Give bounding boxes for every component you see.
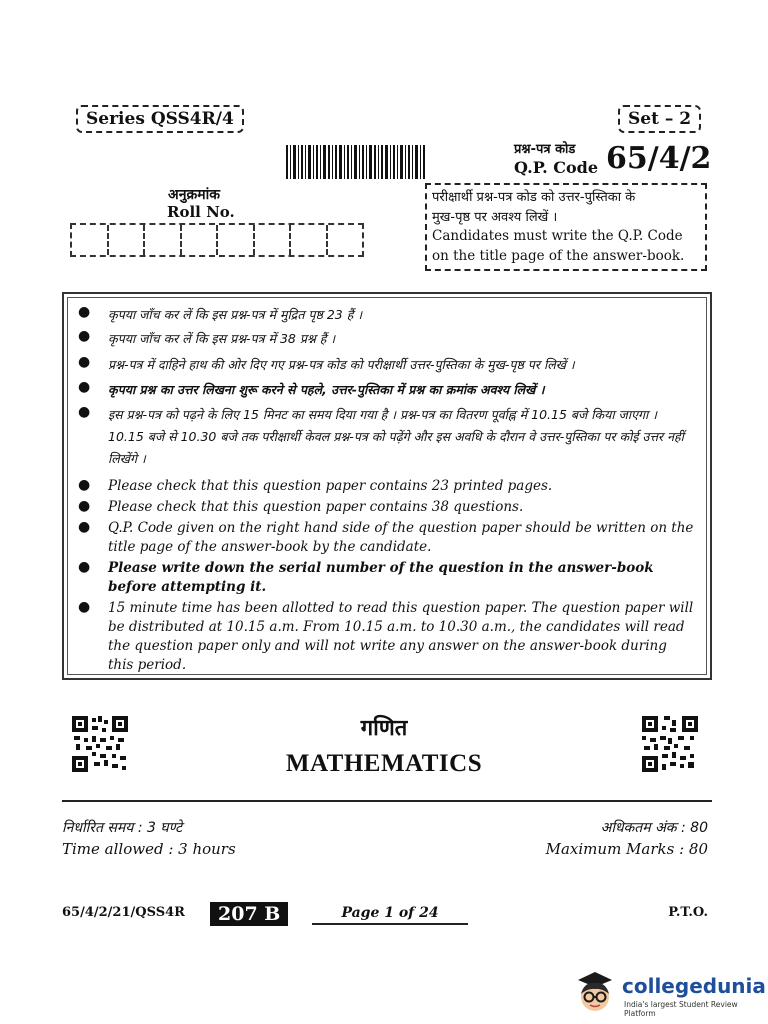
qp-code-label: Q.P. Code <box>514 158 599 177</box>
bullet-icon: ● <box>78 559 91 575</box>
set-label: Set – 2 <box>618 105 701 133</box>
instructions-panel <box>62 292 712 680</box>
paper-badge: 207 B <box>210 902 288 926</box>
roll-number-boxes <box>70 223 364 257</box>
bullet-icon: ● <box>78 404 91 420</box>
qp-code-label-hindi: प्रश्न-पत्र कोड <box>514 142 576 157</box>
bullet-icon: ● <box>78 599 91 615</box>
roll-number-cell <box>218 225 255 255</box>
qp-code-instruction-box <box>425 183 707 271</box>
instruction-text-english: Please write down the serial number of the question in the answer-book before attempting it. <box>108 560 654 595</box>
page-number-underline <box>312 923 468 925</box>
collegedunia-tagline: India's largest Student Review Platform <box>624 1000 738 1018</box>
time-allowed: Time allowed : 3 hours <box>62 840 236 858</box>
collegedunia-wordmark: collegedunia <box>622 974 766 998</box>
bullet-icon: ● <box>78 379 91 395</box>
bullet-icon: ● <box>78 519 91 535</box>
qp-instruction-en-line-2: on the title page of the answer-book. <box>432 247 685 264</box>
bullet-icon: ● <box>78 498 91 514</box>
roll-number-cell <box>328 225 363 255</box>
pto-label: P.T.O. <box>668 905 708 920</box>
roll-number-cell <box>255 225 292 255</box>
collegedunia-mascot-icon <box>572 968 618 1018</box>
bullet-icon: ● <box>78 354 91 370</box>
instruction-text-hindi: कृपया जाँच कर लें कि इस प्रश्न-पत्र में मुद्रित पृष्ठ 23 हैं । <box>108 307 363 322</box>
roll-number-cell <box>291 225 328 255</box>
instruction-text-hindi: प्रश्न-पत्र में दाहिने हाथ की ओर दिए गए प्रश्न-पत्र कोड को परीक्षार्थी उत्तर-पुस्तिका के मुख-पृष्ठ पर लिखें । <box>108 357 575 372</box>
barcode-icon <box>286 145 426 179</box>
maximum-marks: Maximum Marks : 80 <box>545 840 708 858</box>
qp-instruction-hindi-line-2: मुख-पृष्ठ पर अवश्य लिखें । <box>432 209 558 225</box>
divider <box>62 800 712 802</box>
roll-number-cell <box>72 225 109 255</box>
qp-code-value: 65/4/2 <box>606 141 712 176</box>
time-allowed-hindi: निर्धारित समय : 3 घण्टे <box>62 820 183 836</box>
series-label: Series QSS4R/4 <box>76 105 244 133</box>
roll-number-cell <box>182 225 219 255</box>
instruction-text-english: Please check that this question paper contains 38 questions. <box>108 499 524 515</box>
subject-title-hindi: गणित <box>360 716 408 741</box>
subject-title: MATHEMATICS <box>285 750 483 777</box>
bullet-icon: ● <box>78 477 91 493</box>
page-number: Page 1 of 24 <box>341 905 439 921</box>
qp-instruction-hindi-line-1: परीक्षार्थी प्रश्न-पत्र कोड को उत्तर-पुस्तिका के <box>432 190 636 205</box>
roll-number-label: Roll No. <box>167 203 235 221</box>
roll-number-cell <box>109 225 146 255</box>
collegedunia-logo <box>572 968 766 1020</box>
instruction-text-english: Please check that this question paper contains 23 printed pages. <box>108 478 553 494</box>
roll-number-cell <box>145 225 182 255</box>
instruction-text-english: 15 minute time has been allotted to read this question paper. The question paper will be distributed at 10.15 a.m. From 10.15 a.m. to 10.30 a.m., the candidates will read the question paper only and will not write any answer on the answer-book during this period. <box>108 600 694 673</box>
qp-instruction-en-line-1: Candidates must write the Q.P. Code <box>432 228 683 244</box>
maximum-marks-hindi: अधिकतम अंक : 80 <box>600 820 708 836</box>
bullet-icon: ● <box>78 328 91 344</box>
instruction-text-hindi: कृपया जाँच कर लें कि इस प्रश्न-पत्र में 38 प्रश्न हैं । <box>108 331 336 346</box>
instruction-text-hindi: कृपया प्रश्न का उत्तर लिखना शुरू करने से पहले, उत्तर-पुस्तिका में प्रश्न का क्रमांक अवश्य लिखें । <box>108 382 545 397</box>
bullet-icon: ● <box>78 304 91 320</box>
roll-number-label-hindi: अनुक्रमांक <box>168 187 220 203</box>
paper-code: 65/4/2/21/QSS4R <box>62 905 185 920</box>
instruction-text-hindi: इस प्रश्न-पत्र को पढ़ने के लिए 15 मिनट का समय दिया गया है । प्रश्न-पत्र का वितरण पूर्वाह्न में 10.15 बजे किया जाएगा । 10.15 बजे से 10.30 बजे तक परीक्षार्थी केवल प्रश्न-पत्र को पढ़ेंगे और इस अवधि के दौरान वे उत्तर-पुस्तिका पर कोई उत्तर नहीं लिखेंगे । <box>108 407 684 466</box>
instruction-text-english: Q.P. Code given on the right hand side of the question paper should be written on the title page of the answer-book by the candidate. <box>108 520 694 555</box>
